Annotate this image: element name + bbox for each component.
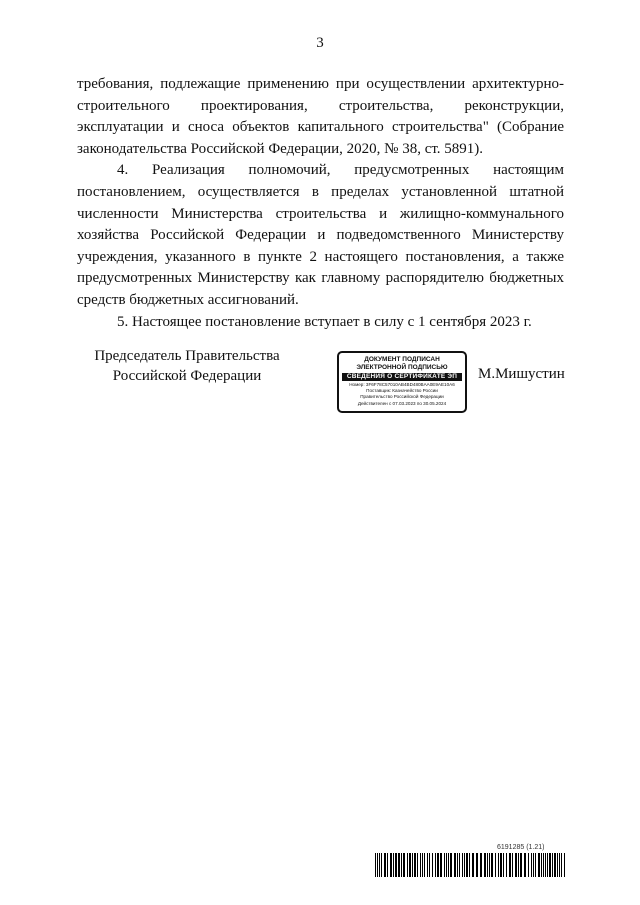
barcode-bar	[398, 853, 400, 877]
barcode-bar	[412, 853, 413, 877]
electronic-signature-stamp	[337, 351, 467, 413]
stamp-line1: ДОКУМЕНТ ПОДПИСАН	[364, 356, 440, 363]
barcode-bar	[509, 853, 511, 877]
barcode-bar	[377, 853, 378, 877]
barcode-bar	[561, 853, 562, 877]
barcode-bar	[547, 853, 548, 877]
barcode-bar	[409, 853, 411, 877]
barcode-bar	[395, 853, 397, 877]
barcode-bar	[390, 853, 392, 877]
barcode	[375, 853, 567, 877]
barcode-bar	[484, 853, 486, 877]
barcode-bar	[417, 853, 418, 877]
barcode-bar	[437, 853, 439, 877]
barcode-bar	[564, 853, 565, 877]
barcode-bar	[440, 853, 442, 877]
document-body	[77, 74, 564, 333]
barcode-bar	[403, 853, 405, 877]
barcode-bar	[466, 853, 468, 877]
document-code: 6191285 (1.21)	[497, 844, 545, 851]
stamp-owner: Правительство Российской Федерации	[360, 394, 444, 400]
barcode-bar	[487, 853, 488, 877]
barcode-bar	[435, 853, 436, 877]
barcode-bar	[541, 853, 542, 877]
barcode-bar	[424, 853, 425, 877]
signatory-title-line1: Председатель Правительства	[94, 348, 280, 364]
barcode-bar	[375, 853, 376, 877]
barcode-bar	[457, 853, 458, 877]
barcode-bar	[459, 853, 460, 877]
barcode-bar	[393, 853, 394, 877]
barcode-bar	[512, 853, 513, 877]
barcode-bar	[462, 853, 463, 877]
barcode-bar	[520, 853, 522, 877]
stamp-banner: СВЕДЕНИЯ О СЕРТИФИКАТЕ ЭП	[342, 373, 462, 381]
barcode-bar	[384, 853, 386, 877]
barcode-bar	[515, 853, 517, 877]
barcode-bar	[381, 853, 382, 877]
barcode-bar	[518, 853, 519, 877]
barcode-bar	[557, 853, 558, 877]
barcode-bar	[552, 853, 553, 877]
stamp-line2: ЭЛЕКТРОННОЙ ПОДПИСЬЮ	[356, 364, 448, 371]
barcode-bar	[464, 853, 465, 877]
barcode-bar	[446, 853, 447, 877]
signatory-name: М.Мишустин	[478, 366, 565, 382]
barcode-bar	[500, 853, 502, 877]
paragraph-5: 5. Настоящее постановление вступает в силу с 1 сентября 2023 г.	[117, 313, 532, 330]
barcode-bar	[414, 853, 416, 877]
barcode-bar	[531, 853, 532, 877]
paragraph-continued: требования, подлежащие применению при осуществлении архитектурно-строительного проектирования, строительства, реконструкции, эксплуатации и сноса объектов капитального строительства" (Собрание законодательства Российской Федерации, 2020, № 38, ст. 5891).	[77, 76, 564, 157]
barcode-bar	[533, 853, 534, 877]
paragraph-4: 4. Реализация полномочий, предусмотренных настоящим постановлением, осуществляется в пределах установленной штатной численности Министерства строительства и жилищно-коммунального хозяйства Российской Федерации и подведомственного Министерству учреждения, указанного в пункте 2 настоящего постановления, а также предусмотренных Министерству как главному распорядителю бюджетных средств бюджетных ассигнований.	[77, 162, 564, 308]
barcode-bar	[489, 853, 490, 877]
barcode-bar	[554, 853, 556, 877]
barcode-bar	[549, 853, 551, 877]
barcode-bar	[454, 853, 456, 877]
signatory-title-line2: Российской Федерации	[112, 368, 262, 384]
barcode-bar	[543, 853, 544, 877]
barcode-bar	[448, 853, 449, 877]
barcode-bar	[401, 853, 402, 877]
barcode-bar	[498, 853, 499, 877]
barcode-bar	[444, 853, 445, 877]
stamp-serial: Номер: 3F6F78C57010AB4BD480BAA0E9AE10A6	[349, 382, 455, 387]
barcode-bar	[472, 853, 474, 877]
barcode-bar	[559, 853, 560, 877]
barcode-bar	[450, 853, 452, 877]
barcode-bar	[422, 853, 423, 877]
barcode-bar	[528, 853, 529, 877]
barcode-bar	[506, 853, 507, 877]
barcode-bar	[407, 853, 408, 877]
barcode-bar	[429, 853, 430, 877]
barcode-bar	[469, 853, 470, 877]
signatory-title	[77, 346, 297, 386]
barcode-bar	[491, 853, 493, 877]
barcode-bar	[503, 853, 504, 877]
barcode-bar	[420, 853, 421, 877]
barcode-bar	[545, 853, 546, 877]
barcode-bar	[480, 853, 482, 877]
barcode-bar	[538, 853, 540, 877]
barcode-bar	[535, 853, 536, 877]
barcode-bar	[524, 853, 526, 877]
barcode-bar	[427, 853, 428, 877]
barcode-bar	[387, 853, 388, 877]
barcode-bar	[476, 853, 478, 877]
stamp-issuer: Поставщик: Казначейство России	[366, 388, 438, 394]
barcode-bar	[495, 853, 496, 877]
barcode-bar	[432, 853, 433, 877]
page-number: 3	[316, 35, 324, 51]
stamp-validity: Действителен с 07.03.2023 по 30.05.2024	[357, 400, 447, 406]
barcode-bar	[379, 853, 380, 877]
